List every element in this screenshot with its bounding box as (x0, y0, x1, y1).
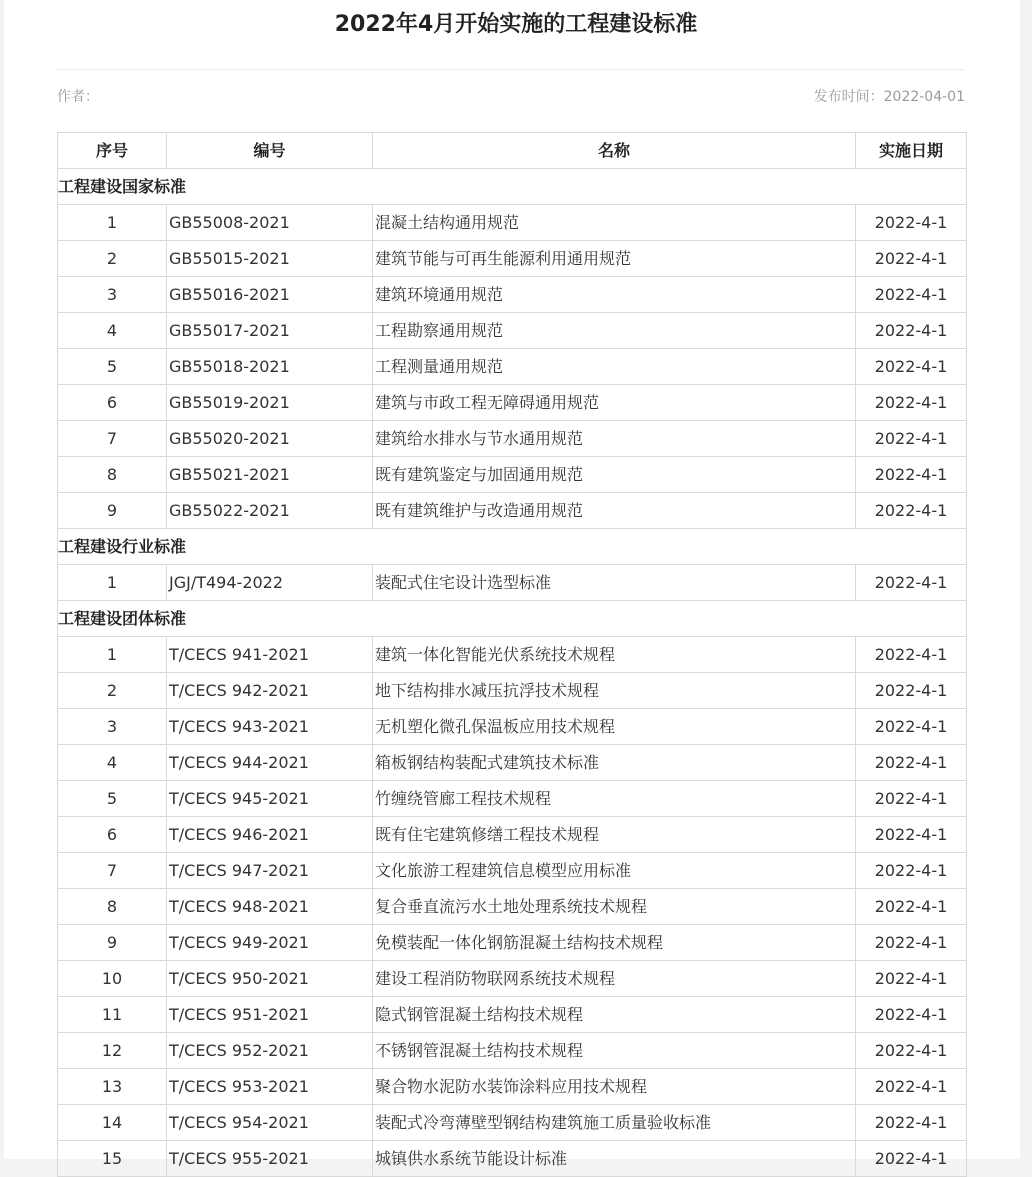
row-code: T/CECS 948-2021 (167, 889, 373, 925)
row-code: GB55021-2021 (167, 457, 373, 493)
row-date: 2022-4-1 (856, 1105, 967, 1141)
table-row (58, 925, 967, 961)
row-date: 2022-4-1 (856, 925, 967, 961)
row-date: 2022-4-1 (856, 781, 967, 817)
row-number: 2 (58, 673, 167, 709)
row-date: 2022-4-1 (856, 457, 967, 493)
row-date: 2022-4-1 (856, 277, 967, 313)
table-row (58, 961, 967, 997)
row-date: 2022-4-1 (856, 673, 967, 709)
row-number: 7 (58, 421, 167, 457)
section-title: 工程建设行业标准 (58, 529, 967, 565)
row-code: JGJ/T494-2022 (167, 565, 373, 601)
row-date: 2022-4-1 (856, 1069, 967, 1105)
table-row (58, 745, 967, 781)
row-code: T/CECS 945-2021 (167, 781, 373, 817)
row-code: GB55019-2021 (167, 385, 373, 421)
row-code: GB55020-2021 (167, 421, 373, 457)
row-name: 建筑给水排水与节水通用规范 (373, 421, 856, 457)
table-row (58, 205, 967, 241)
row-code: T/CECS 952-2021 (167, 1033, 373, 1069)
table-row (58, 241, 967, 277)
row-name: 工程测量通用规范 (373, 349, 856, 385)
row-name: 文化旅游工程建筑信息模型应用标准 (373, 853, 856, 889)
table-row (58, 817, 967, 853)
row-code: GB55018-2021 (167, 349, 373, 385)
row-name: 建筑与市政工程无障碍通用规范 (373, 385, 856, 421)
row-number: 1 (58, 637, 167, 673)
row-date: 2022-4-1 (856, 493, 967, 529)
article-title: 2022年4月开始实施的工程建设标准 (334, 12, 698, 37)
row-name: 混凝土结构通用规范 (373, 205, 856, 241)
row-date: 2022-4-1 (856, 349, 967, 385)
row-name: 城镇供水系统节能设计标准 (373, 1141, 856, 1177)
row-number: 8 (58, 457, 167, 493)
row-date: 2022-4-1 (856, 745, 967, 781)
row-number: 8 (58, 889, 167, 925)
row-name: 地下结构排水减压抗浮技术规程 (373, 673, 856, 709)
section-row (58, 529, 967, 565)
row-number: 4 (58, 745, 167, 781)
row-date: 2022-4-1 (856, 889, 967, 925)
header-date: 实施日期 (856, 133, 967, 169)
table-row (58, 853, 967, 889)
row-name: 箱板钢结构装配式建筑技术标准 (373, 745, 856, 781)
row-name: 既有建筑维护与改造通用规范 (373, 493, 856, 529)
table-row (58, 673, 967, 709)
author-meta (57, 87, 99, 107)
row-number: 3 (58, 277, 167, 313)
table-row (58, 277, 967, 313)
row-number: 7 (58, 853, 167, 889)
table-header-row (58, 133, 967, 169)
article-page (4, 0, 1020, 1168)
row-code: GB55008-2021 (167, 205, 373, 241)
row-date: 2022-4-1 (856, 313, 967, 349)
row-name: 聚合物水泥防水装饰涂料应用技术规程 (373, 1069, 856, 1105)
row-date: 2022-4-1 (856, 1141, 967, 1177)
row-number: 3 (58, 709, 167, 745)
publish-date: 2022-04-01 (883, 89, 965, 105)
row-number: 10 (58, 961, 167, 997)
row-name: 不锈钢管混凝土结构技术规程 (373, 1033, 856, 1069)
section-row (58, 169, 967, 205)
row-date: 2022-4-1 (856, 997, 967, 1033)
table-row (58, 997, 967, 1033)
header-no: 序号 (58, 133, 167, 169)
section-title: 工程建设团体标准 (58, 601, 967, 637)
row-code: T/CECS 943-2021 (167, 709, 373, 745)
row-code: T/CECS 944-2021 (167, 745, 373, 781)
row-number: 5 (58, 349, 167, 385)
row-name: 竹缠绕管廊工程技术规程 (373, 781, 856, 817)
header-code: 编号 (167, 133, 373, 169)
publish-label: 发布时间： (813, 89, 884, 105)
row-number: 6 (58, 817, 167, 853)
table-row (58, 385, 967, 421)
row-code: T/CECS 950-2021 (167, 961, 373, 997)
row-number: 6 (58, 385, 167, 421)
row-code: T/CECS 955-2021 (167, 1141, 373, 1177)
row-name: 工程勘察通用规范 (373, 313, 856, 349)
row-date: 2022-4-1 (856, 205, 967, 241)
row-code: GB55016-2021 (167, 277, 373, 313)
row-code: T/CECS 954-2021 (167, 1105, 373, 1141)
table-row (58, 493, 967, 529)
publish-meta (814, 87, 965, 107)
row-name: 建筑环境通用规范 (373, 277, 856, 313)
standards-table (57, 132, 967, 1177)
row-number: 4 (58, 313, 167, 349)
row-code: T/CECS 949-2021 (167, 925, 373, 961)
row-number: 15 (58, 1141, 167, 1177)
table-row (58, 709, 967, 745)
row-code: GB55017-2021 (167, 313, 373, 349)
table-row (58, 889, 967, 925)
row-date: 2022-4-1 (856, 709, 967, 745)
row-name: 既有建筑鉴定与加固通用规范 (373, 457, 856, 493)
row-name: 装配式冷弯薄壁型钢结构建筑施工质量验收标准 (373, 1105, 856, 1141)
row-number: 2 (58, 241, 167, 277)
row-code: T/CECS 947-2021 (167, 853, 373, 889)
table-row (58, 313, 967, 349)
table-row (58, 637, 967, 673)
row-date: 2022-4-1 (856, 565, 967, 601)
row-name: 隐式钢管混凝土结构技术规程 (373, 997, 856, 1033)
row-number: 9 (58, 925, 167, 961)
row-name: 无机塑化微孔保温板应用技术规程 (373, 709, 856, 745)
row-number: 1 (58, 565, 167, 601)
row-date: 2022-4-1 (856, 385, 967, 421)
table-row (58, 1033, 967, 1069)
row-number: 11 (58, 997, 167, 1033)
row-code: GB55015-2021 (167, 241, 373, 277)
row-name: 免模装配一体化钢筋混凝土结构技术规程 (373, 925, 856, 961)
row-name: 装配式住宅设计选型标准 (373, 565, 856, 601)
row-code: T/CECS 953-2021 (167, 1069, 373, 1105)
row-name: 建筑节能与可再生能源利用通用规范 (373, 241, 856, 277)
row-code: T/CECS 942-2021 (167, 673, 373, 709)
row-number: 1 (58, 205, 167, 241)
row-date: 2022-4-1 (856, 817, 967, 853)
row-number: 14 (58, 1105, 167, 1141)
title-divider (57, 69, 965, 70)
row-date: 2022-4-1 (856, 961, 967, 997)
row-name: 复合垂直流污水土地处理系统技术规程 (373, 889, 856, 925)
row-number: 5 (58, 781, 167, 817)
row-date: 2022-4-1 (856, 421, 967, 457)
section-title: 工程建设国家标准 (58, 169, 967, 205)
table-row (58, 421, 967, 457)
table-row (58, 1069, 967, 1105)
row-code: T/CECS 946-2021 (167, 817, 373, 853)
row-date: 2022-4-1 (856, 637, 967, 673)
row-code: GB55022-2021 (167, 493, 373, 529)
table-row (58, 1105, 967, 1141)
table-row (58, 565, 967, 601)
row-date: 2022-4-1 (856, 1033, 967, 1069)
author-label: 作者： (57, 89, 99, 105)
row-name: 建筑一体化智能光伏系统技术规程 (373, 637, 856, 673)
header-name: 名称 (373, 133, 856, 169)
row-name: 既有住宅建筑修缮工程技术规程 (373, 817, 856, 853)
table-row (58, 457, 967, 493)
row-number: 13 (58, 1069, 167, 1105)
table-row (58, 349, 967, 385)
row-name: 建设工程消防物联网系统技术规程 (373, 961, 856, 997)
row-number: 12 (58, 1033, 167, 1069)
table-row (58, 781, 967, 817)
row-code: T/CECS 951-2021 (167, 997, 373, 1033)
section-row (58, 601, 967, 637)
row-number: 9 (58, 493, 167, 529)
row-date: 2022-4-1 (856, 241, 967, 277)
row-date: 2022-4-1 (856, 853, 967, 889)
row-code: T/CECS 941-2021 (167, 637, 373, 673)
table-body (58, 169, 967, 1177)
